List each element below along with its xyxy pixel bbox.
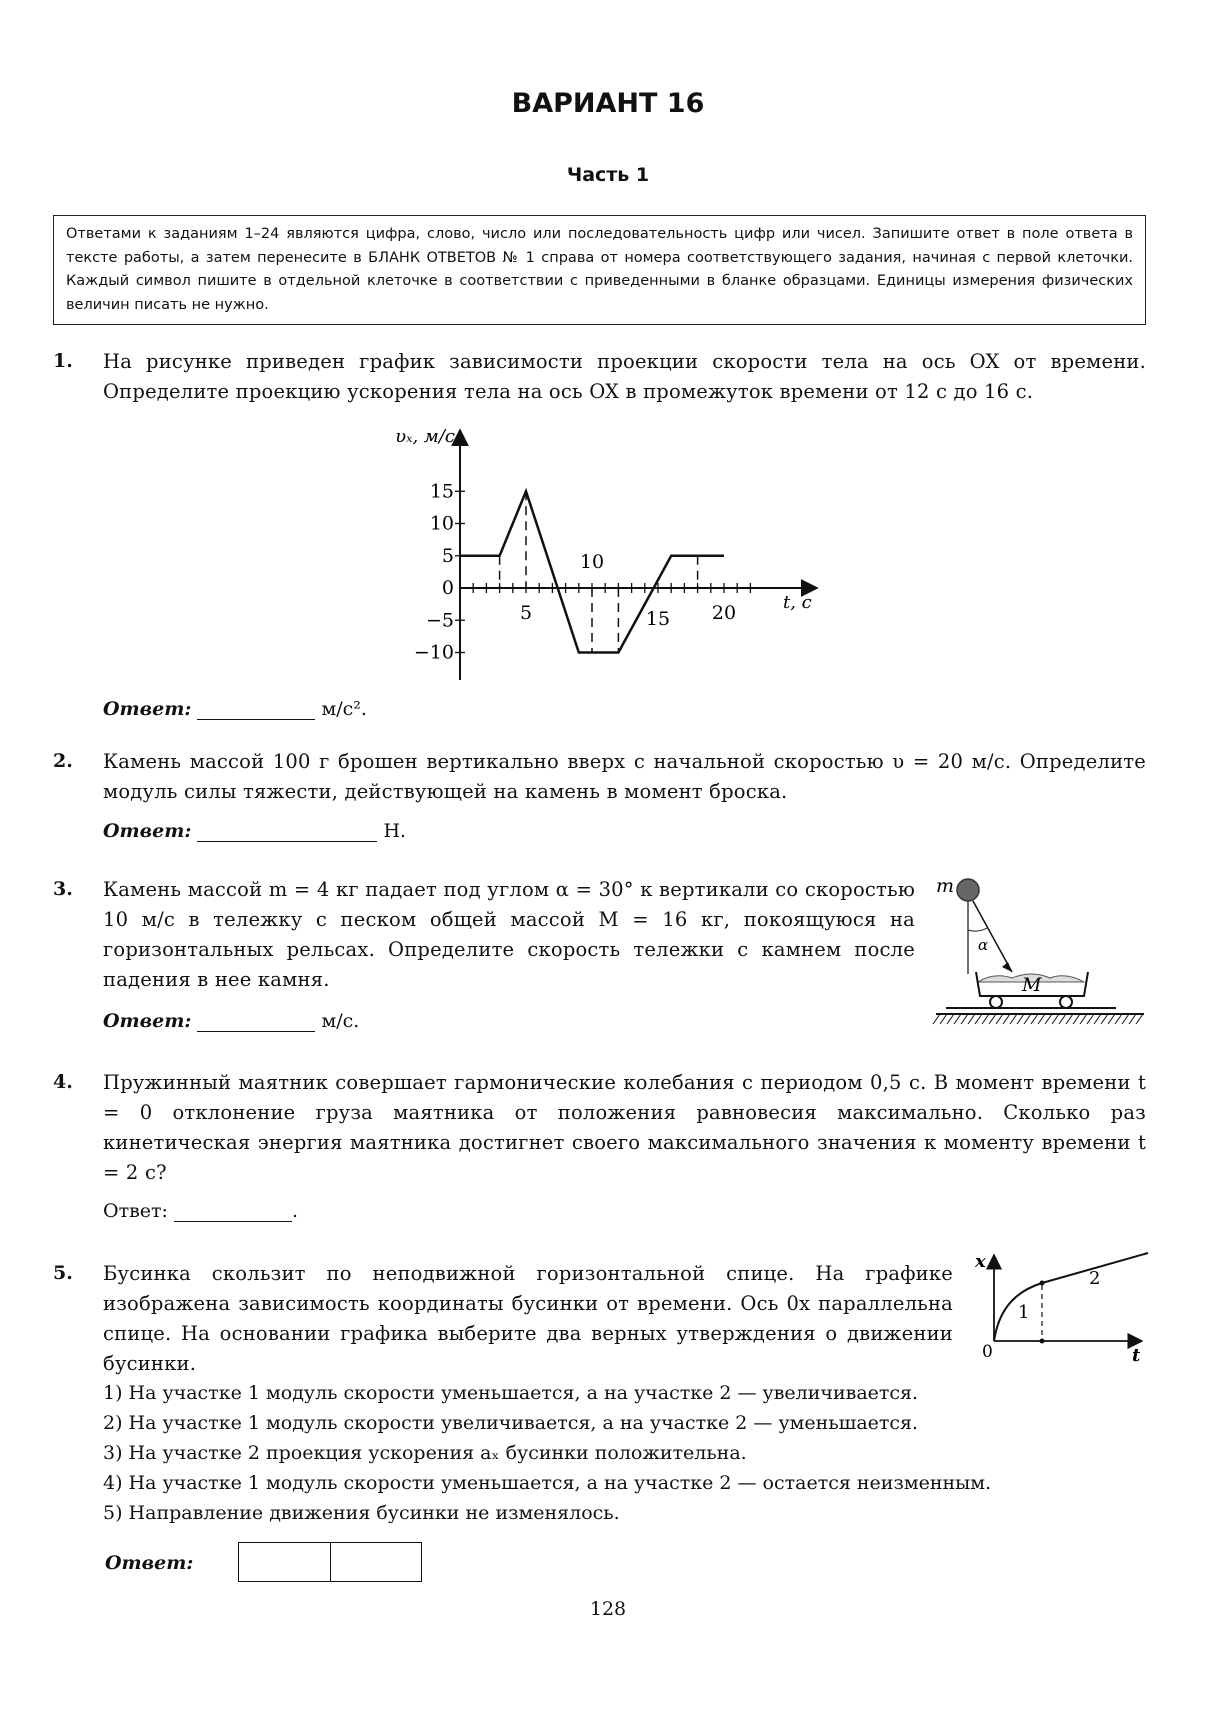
q3-cart-figure bbox=[930, 868, 1152, 1040]
hatch-line bbox=[1010, 1014, 1017, 1024]
q3-number: 3. bbox=[53, 878, 73, 900]
q5-option-5: 5) Направление движения бусинки не изменялось. bbox=[103, 1502, 620, 1524]
angle-label: α bbox=[978, 936, 989, 954]
q4-answer bbox=[103, 1200, 298, 1222]
cart-mass-label: M bbox=[1022, 974, 1042, 996]
y-tick-label: 5 bbox=[441, 544, 454, 567]
hatch-line bbox=[1115, 1014, 1122, 1024]
x-tick-label: 15 bbox=[645, 608, 671, 630]
y-axis-label: υₓ, м/с bbox=[395, 426, 455, 447]
x-axis-label: t, с bbox=[783, 592, 812, 613]
q1-number: 1. bbox=[53, 350, 73, 372]
q5-number: 5. bbox=[53, 1262, 73, 1284]
q2-answer-field[interactable] bbox=[197, 821, 377, 842]
x-tick-label: 20 bbox=[711, 602, 737, 624]
y-tick-label: −5 bbox=[425, 609, 454, 632]
hatch-line bbox=[1024, 1014, 1031, 1024]
q5-coordinate-graph bbox=[972, 1245, 1150, 1365]
x-tick-label: 5 bbox=[519, 602, 533, 624]
q1-text: На рисунке приведен график зависимости проекции скорости тела на ось OX от времени. Определите проекцию ускорения тела на ось OX в промежуток времени от 12 с до 16 с. bbox=[103, 350, 1146, 403]
q3-answer-label: Ответ: bbox=[103, 1010, 192, 1032]
q1-answer-unit: м/с². bbox=[321, 698, 367, 720]
q3-answer bbox=[103, 1010, 359, 1032]
hatch-line bbox=[1087, 1014, 1094, 1024]
hatch-line bbox=[1003, 1014, 1010, 1024]
q5-answer-cells bbox=[238, 1542, 422, 1582]
q5-answer-label bbox=[105, 1552, 193, 1574]
hatch-line bbox=[947, 1014, 954, 1024]
q2-answer-label: Ответ: bbox=[103, 820, 192, 842]
hatch-line bbox=[954, 1014, 961, 1024]
q4-number: 4. bbox=[53, 1071, 73, 1093]
hatch-line bbox=[1080, 1014, 1087, 1024]
q2-answer bbox=[103, 820, 406, 842]
q5-text: Бусинка скользит по неподвижной горизонтальной спице. На графике изображена зависимость координаты бусинки от времени. Ось 0x параллельна спице. На основании графика выберите два верных утверждения о движении бусинки. bbox=[103, 1262, 953, 1375]
ground-hatching bbox=[933, 1014, 1143, 1024]
stone bbox=[957, 879, 979, 901]
graph-origin-label: 0 bbox=[982, 1342, 993, 1362]
instructions-box: Ответами к заданиям 1–24 являются цифра, слово, число или последовательность цифр или чисел. Запишите ответ в поле ответа в тексте работы, а затем перенесите в БЛАНК ОТВЕТОВ № 1 справа от номера соответствующего задания, начиная с первой клеточки. Каждый символ пишите в отдельной клеточке в соответствии с приведенными в бланке образцами. Единицы измерения физических величин писать не нужно. bbox=[53, 215, 1146, 325]
y-tick-label: 15 bbox=[429, 480, 454, 503]
hatch-line bbox=[1066, 1014, 1073, 1024]
part-title: Часть 1 bbox=[566, 164, 650, 186]
hatch-line bbox=[1136, 1014, 1143, 1024]
variant-title: ВАРИАНТ 16 bbox=[511, 88, 705, 119]
q5-options bbox=[103, 1378, 1146, 1528]
segment-1-label: 1 bbox=[1018, 1302, 1030, 1323]
graph-t-label: t bbox=[1132, 1345, 1141, 1365]
hatch-line bbox=[1038, 1014, 1045, 1024]
hatch-line bbox=[961, 1014, 968, 1024]
hatch-line bbox=[968, 1014, 975, 1024]
q5-answer-cell-2[interactable] bbox=[331, 1543, 422, 1581]
hatch-line bbox=[933, 1014, 940, 1024]
hatch-line bbox=[940, 1014, 947, 1024]
hatch-line bbox=[1094, 1014, 1101, 1024]
q5-answer-label-text: Ответ: bbox=[105, 1552, 194, 1574]
cart-wheel-right bbox=[1060, 996, 1072, 1008]
q5-option-3: 3) На участке 2 проекция ускорения aₓ бусинки положительна. bbox=[103, 1442, 747, 1464]
angle-arc bbox=[968, 928, 987, 931]
q1-answer-label: Ответ: bbox=[103, 698, 192, 720]
trajectory-arrowhead bbox=[1002, 962, 1012, 972]
x-tick-label: 10 bbox=[579, 551, 605, 573]
hatch-line bbox=[1101, 1014, 1108, 1024]
q2-text: Камень массой 100 г брошен вертикально вверх с начальной скоростью υ = 20 м/с. Определите модуль силы тяжести, действующей на камень в момент броска. bbox=[103, 750, 1146, 803]
cart-wheel-left bbox=[990, 996, 1002, 1008]
q3-text: Камень массой m = 4 кг падает под углом α = 30° к вертикали со скоростью 10 м/с в тележку с песком общей массой M = 16 кг, покоящуюся на горизонтальных рельсах. Определите скорость тележки с камнем после падения в нее камня. bbox=[103, 878, 915, 991]
q3-answer-field[interactable] bbox=[197, 1011, 315, 1032]
q1-answer bbox=[103, 698, 367, 720]
hatch-line bbox=[1017, 1014, 1024, 1024]
hatch-line bbox=[1059, 1014, 1066, 1024]
q2-answer-unit: Н. bbox=[383, 820, 407, 842]
q4-answer-unit: . bbox=[292, 1200, 299, 1222]
hatch-line bbox=[1045, 1014, 1052, 1024]
hatch-line bbox=[989, 1014, 996, 1024]
q1-velocity-chart bbox=[370, 420, 840, 680]
hatch-line bbox=[996, 1014, 1003, 1024]
q3-answer-unit: м/с. bbox=[321, 1010, 360, 1032]
q4-text: Пружинный маятник совершает гармонические колебания с периодом 0,5 с. В момент времени t = 0 отклонение груза маятника от положения равновесия максимально. Сколько раз кинетическая энергия маятника достигнет своего максимального значения к моменту времени t = 2 с? bbox=[103, 1071, 1146, 1184]
q4-answer-label: Ответ: bbox=[103, 1200, 168, 1222]
q5-option-1: 1) На участке 1 модуль скорости уменьшается, а на участке 2 — увеличивается. bbox=[103, 1382, 919, 1404]
segment-2-label: 2 bbox=[1089, 1268, 1101, 1289]
q5-option-2: 2) На участке 1 модуль скорости увеличивается, а на участке 2 — уменьшается. bbox=[103, 1412, 919, 1434]
hatch-line bbox=[1108, 1014, 1115, 1024]
y-tick-label: −10 bbox=[413, 641, 454, 664]
y-tick-label: 10 bbox=[429, 512, 454, 535]
hatch-line bbox=[975, 1014, 982, 1024]
y-tick-label: 0 bbox=[441, 577, 454, 599]
q5-option-4: 4) На участке 1 модуль скорости уменьшается, а на участке 2 — остается неизменным. bbox=[103, 1472, 992, 1494]
page-number: 128 bbox=[589, 1598, 627, 1620]
hatch-line bbox=[1031, 1014, 1038, 1024]
segment-point bbox=[1040, 1339, 1045, 1344]
graph-x-label: x bbox=[975, 1251, 986, 1272]
q4-answer-field[interactable] bbox=[174, 1201, 292, 1222]
stone-mass-label: m bbox=[936, 875, 955, 897]
q1-answer-field[interactable] bbox=[197, 699, 315, 720]
hatch-line bbox=[1073, 1014, 1080, 1024]
hatch-line bbox=[1122, 1014, 1129, 1024]
q2-number: 2. bbox=[53, 750, 73, 772]
curve-point bbox=[1040, 1281, 1045, 1286]
hatch-line bbox=[1052, 1014, 1059, 1024]
q5-answer-cell-1[interactable] bbox=[239, 1543, 331, 1581]
hatch-line bbox=[1129, 1014, 1136, 1024]
hatch-line bbox=[982, 1014, 989, 1024]
